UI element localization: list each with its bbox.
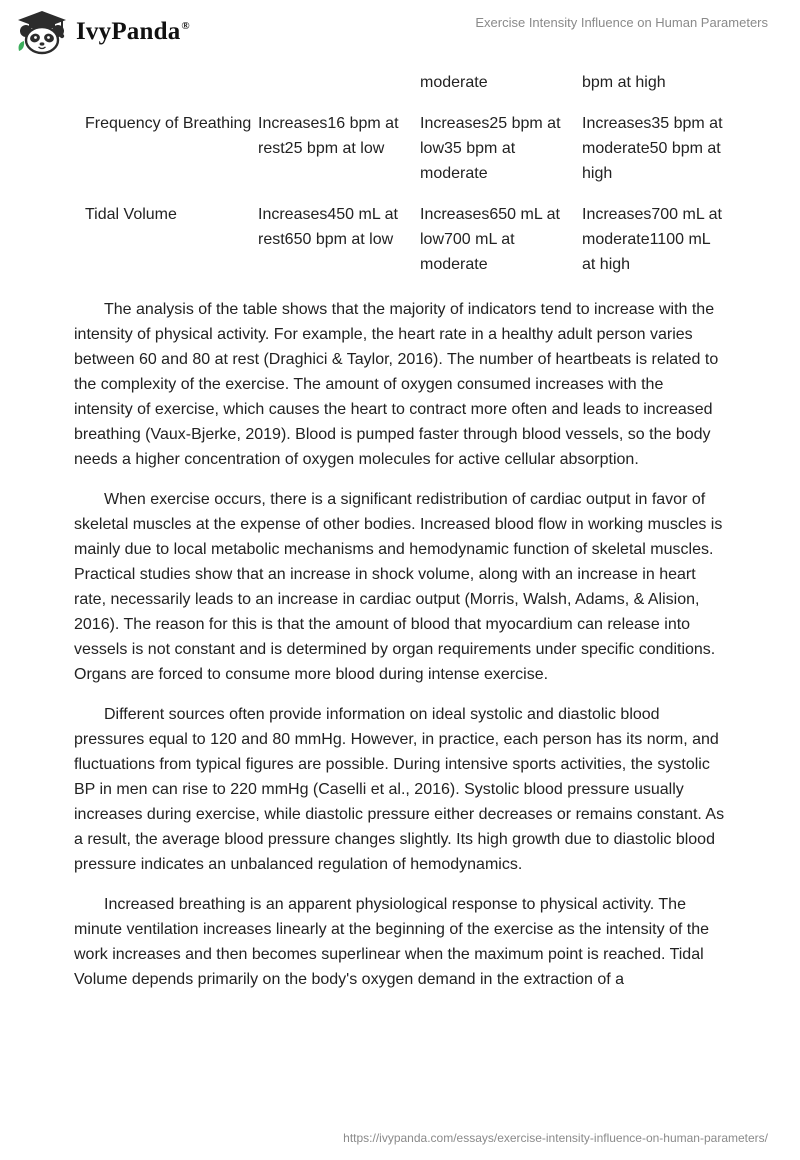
table-cell: Increases700 mL at moderate1100 mL at high — [582, 206, 722, 273]
table-cell: moderate — [420, 74, 488, 91]
table-cell: bpm at high — [582, 74, 666, 91]
document-title: Exercise Intensity Influence on Human Parameters — [475, 15, 768, 30]
source-url-link[interactable]: https://ivypanda.com/essays/exercise-intensity-influence-on-human-parameters/ — [343, 1131, 768, 1145]
body-paragraph: Different sources often provide information on ideal systolic and diastolic blood pressures equal to 120 and 80 mmHg. However, in practice, each person has its norm, and fluctuations from typical figures are possible. During intensive sports activities, the systolic BP in men can rise to 220 mmHg (Caselli et al., 2016). Systolic blood pressure usually increases during exercise, while diastolic pressure either decreases or remains constant. As a result, the average blood pressure changes slightly. Its high growth due to diastolic blood pressure indicates an unbalanced regulation of hemodynamics. — [74, 706, 725, 873]
brand-text: IvyPanda — [76, 18, 181, 45]
table-cell-label: Tidal Volume — [85, 206, 177, 223]
table-cell: Increases25 bpm at low35 bpm at moderate — [420, 115, 561, 182]
body-paragraph: When exercise occurs, there is a significant redistribution of cardiac output in favor of skeletal muscles at the expense of other bodies. Increased blood flow in working muscles is mainly due to local metabolic mechanisms and hemodynamic function of skeletal muscles. Practical studies show that an increase in shock volume, along with an increase in heart rate, necessarily leads to an increase in cardiac output (Morris, Walsh, Adams, & Alision, 2016). The reason for this is that the amount of blood that myocardium can release into vessels is not constant and is determined by organ requirements under specific conditions. Organs are forced to consume more blood during intense exercise. — [74, 491, 723, 683]
table-cell-label: Frequency of Breathing — [85, 115, 252, 132]
panda-logo-icon — [16, 9, 68, 55]
body-paragraph: Increased breathing is an apparent physiological response to physical activity. The minute ventilation increases linearly at the beginning of the exercise as the intensity of the work increases and then becomes superlinear when the maximum point is reached. Tidal Volume depends primarily on the body's oxygen demand in the extraction of a — [74, 896, 710, 988]
table-cell: Increases16 bpm at rest25 bpm at low — [258, 115, 399, 157]
table-row — [74, 70, 726, 111]
document-body — [74, 70, 726, 992]
parameters-table — [74, 70, 726, 277]
brand-name — [76, 18, 190, 46]
registered-mark: ® — [181, 20, 190, 32]
table-cell: Increases450 mL at rest650 bpm at low — [258, 206, 398, 248]
table-cell: Increases650 mL at low700 mL at moderate — [420, 206, 560, 273]
body-paragraph: The analysis of the table shows that the majority of indicators tend to increase with the intensity of physical activity. For example, the heart rate in a healthy adult person varies between 60 and 80 at rest (Draghici & Taylor, 2016). The number of heartbeats is related to the complexity of the exercise. The amount of oxygen consumed increases with the intensity of exercise, which causes the heart to contract more often and leads to increased breathing (Vaux-Bjerke, 2019). Blood is pumped faster through blood vessels, so the body needs a higher concentration of oxygen molecules for active cellular absorption. — [74, 301, 719, 468]
table-cell: Increases35 bpm at moderate50 bpm at high — [582, 115, 723, 182]
table-row — [74, 202, 726, 277]
table-cell-label — [74, 70, 258, 111]
table-cell — [258, 70, 420, 111]
brand-logo-link[interactable] — [16, 9, 190, 55]
page-header — [0, 0, 800, 60]
table-row — [74, 111, 726, 202]
